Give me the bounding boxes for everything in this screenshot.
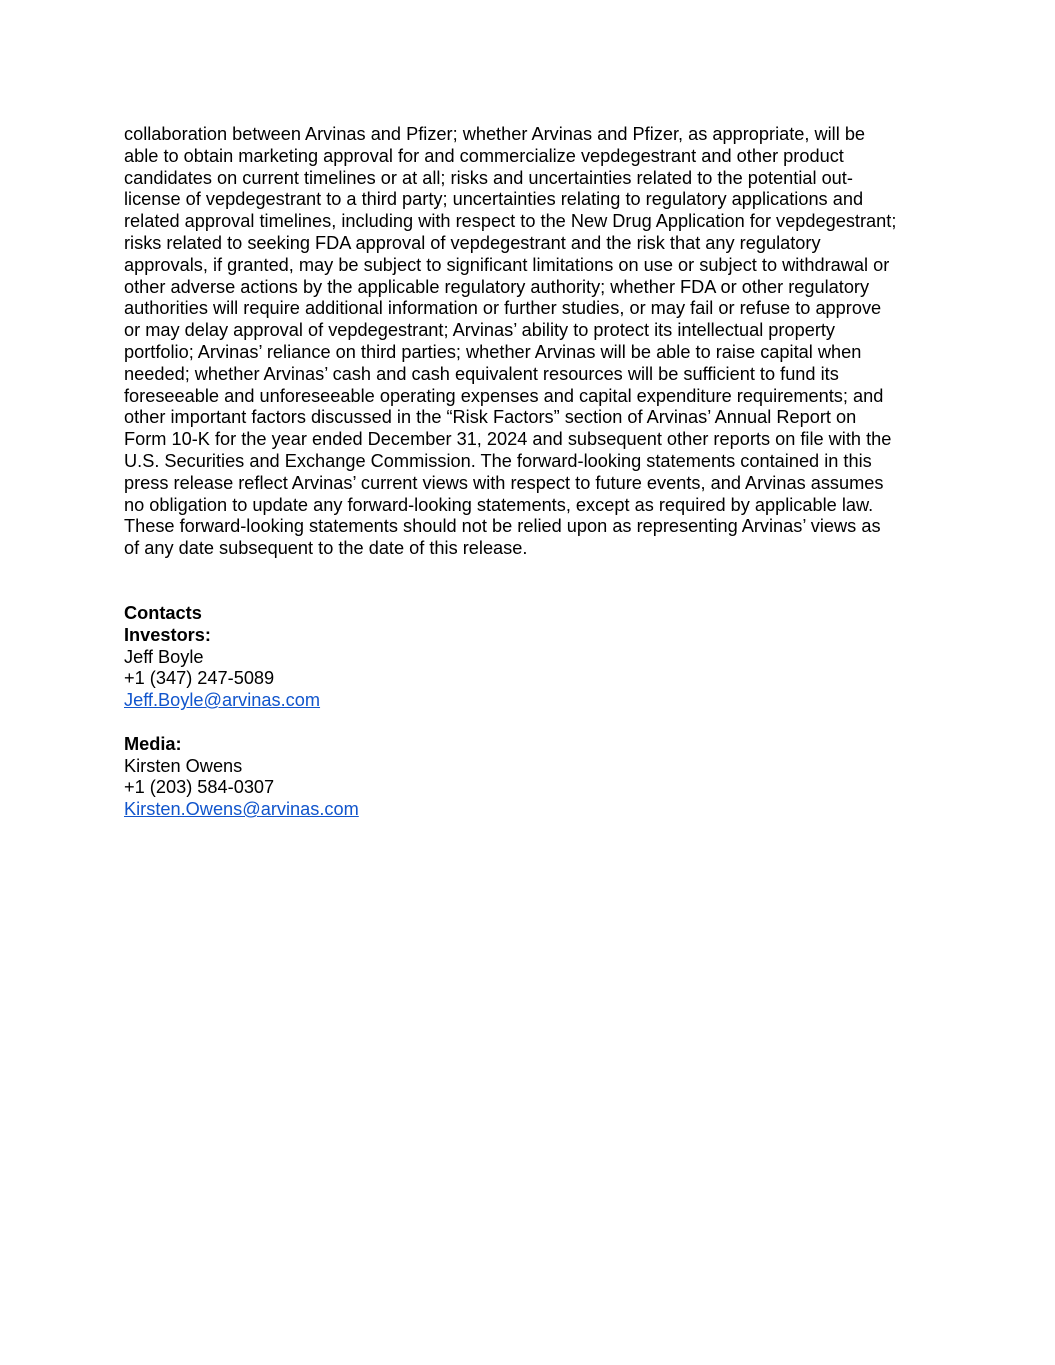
contacts-heading: Contacts [124, 603, 202, 623]
contacts-section [124, 603, 724, 821]
paragraph-line: press release reflect Arvinas’ current views with respect to future events, and Arvinas assumes [124, 472, 884, 493]
paragraph-line: or may delay approval of vepdegestrant; Arvinas’ ability to protect its intellectual property [124, 320, 836, 341]
paragraph-line: approvals, if granted, may be subject to significant limitations on use or subject to withdrawal or [124, 254, 890, 275]
paragraph-line: other important factors discussed in the “Risk Factors” section of Arvinas’ Annual Report on [124, 407, 857, 428]
paragraph-line: portfolio; Arvinas’ reliance on third parties; whether Arvinas will be able to raise capital when [124, 341, 862, 362]
paragraph-line: Form 10-K for the year ended December 31, 2024 and subsequent other reports on file with the [124, 429, 892, 450]
media-email-link[interactable]: Kirsten.Owens@arvinas.com [124, 799, 359, 820]
paragraph-line: collaboration between Arvinas and Pfizer; whether Arvinas and Pfizer, as appropriate, will be [124, 124, 866, 144]
media-label: Media: [124, 733, 182, 754]
paragraph-line: other adverse actions by the applicable regulatory authority; whether FDA or other regulatory [124, 276, 870, 297]
investor-contact-name: Jeff Boyle [124, 646, 204, 667]
investors-label: Investors: [124, 624, 211, 645]
paragraph-line: of any date subsequent to the date of this release. [124, 538, 528, 559]
investor-contact-phone: +1 (347) 247-5089 [124, 668, 275, 689]
spacer [124, 712, 724, 734]
investor-email-link[interactable]: Jeff.Boyle@arvinas.com [124, 690, 321, 711]
paragraph-line: U.S. Securities and Exchange Commission. The forward-looking statements contained in this [124, 450, 872, 471]
paragraph-line: related approval timelines, including with respect to the New Drug Application for vepdegestrant; [124, 211, 897, 232]
paragraph-line: no obligation to update any forward-looking statements, except as required by applicable law. [124, 494, 874, 515]
paragraph-line: risks related to seeking FDA approval of vepdegestrant and the risk that any regulatory [124, 232, 821, 253]
paragraph-line: candidates on current timelines or at all; risks and uncertainties related to the potential out- [124, 167, 853, 188]
paragraph-line: foreseeable and unforeseeable operating expenses and capital expenditure requirements; and [124, 385, 884, 406]
forward-looking-statements-paragraph [124, 124, 936, 560]
paragraph-line: needed; whether Arvinas’ cash and cash equivalent resources will be sufficient to fund its [124, 363, 839, 384]
media-contact-phone: +1 (203) 584-0307 [124, 777, 275, 798]
media-contact-name: Kirsten Owens [124, 755, 243, 776]
paragraph-line: license of vepdegestrant to a third party; uncertainties relating to regulatory applications and [124, 189, 864, 210]
paragraph-line: authorities will require additional information or further studies, or may fail or refuse to approve [124, 298, 882, 319]
paragraph-line: able to obtain marketing approval for and commercialize vepdegestrant and other product [124, 145, 844, 166]
paragraph-line: These forward-looking statements should not be relied upon as representing Arvinas’ views as [124, 516, 881, 537]
